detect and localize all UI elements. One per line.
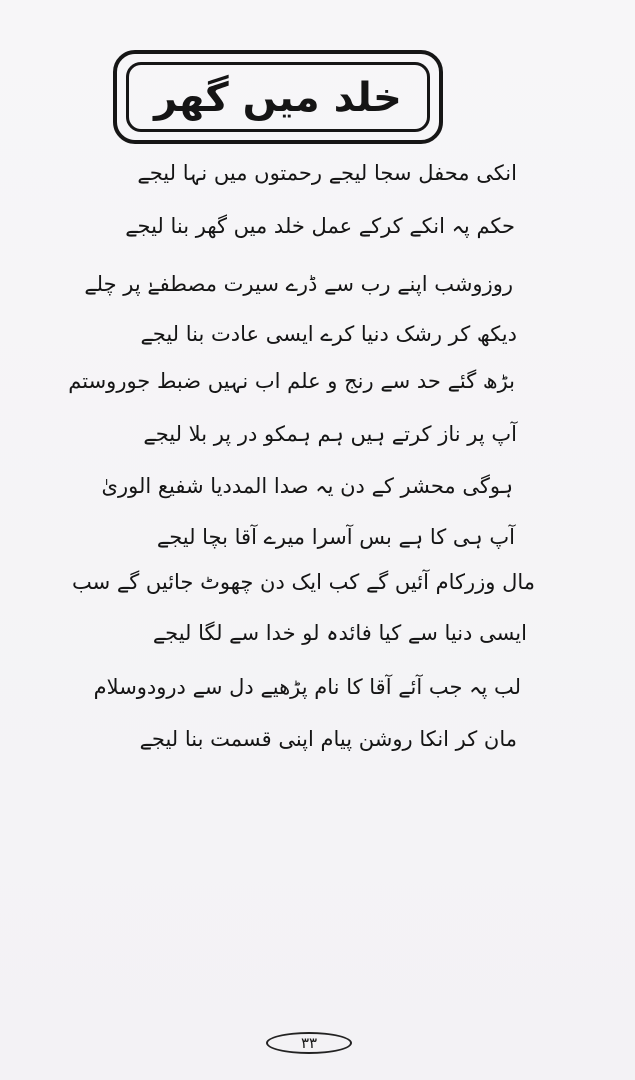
verse-line-1: انکی محفل سجا لیجے رحمتوں میں نہا لیجے — [137, 161, 517, 185]
page-title: خلد میں گھر — [154, 75, 402, 121]
verse-line-9: مال وزرکام آئیں گے کب ایک دن چھوٹ جائیں گے سب — [72, 570, 535, 594]
page-number: ۳۳ — [266, 1032, 352, 1054]
verse-line-2: حکم پہ انکے کرکے عمل خلد میں گھر بنا لیجے — [125, 214, 515, 238]
verse-line-10: ایسی دنیا سے کیا فائدہ لو خدا سے لگا لیجے — [152, 621, 527, 645]
verse-line-5: بڑھ گئے حد سے رنج و علم اب نہیں ضبط جوروستم — [68, 369, 515, 393]
verse-line-11: لب پہ جب آئے آقا کا نام پڑھیے دل سے درودوسلام — [93, 675, 521, 699]
verse-line-6: آپ پر ناز کرتے ہیں ہم ہمکو در پر بلا لیجے — [143, 422, 517, 446]
verse-line-8: آپ ہی کا ہے بس آسرا میرے آقا بچا لیجے — [156, 525, 515, 549]
verse-line-7: ہوگی محشر کے دن یہ صدا المددیا شفیع الوریٰ — [101, 474, 513, 498]
verse-line-12: مان کر انکا روشن پیام اپنی قسمت بنا لیجے — [139, 727, 517, 751]
verse-line-4: دیکھ کر رشک دنیا کرے ایسی عادت بنا لیجے — [140, 322, 517, 346]
title-frame — [113, 50, 443, 144]
verse-line-3: روزوشب اپنے رب سے ڈرے سیرت مصطفےٰ پر چلے — [84, 272, 513, 296]
